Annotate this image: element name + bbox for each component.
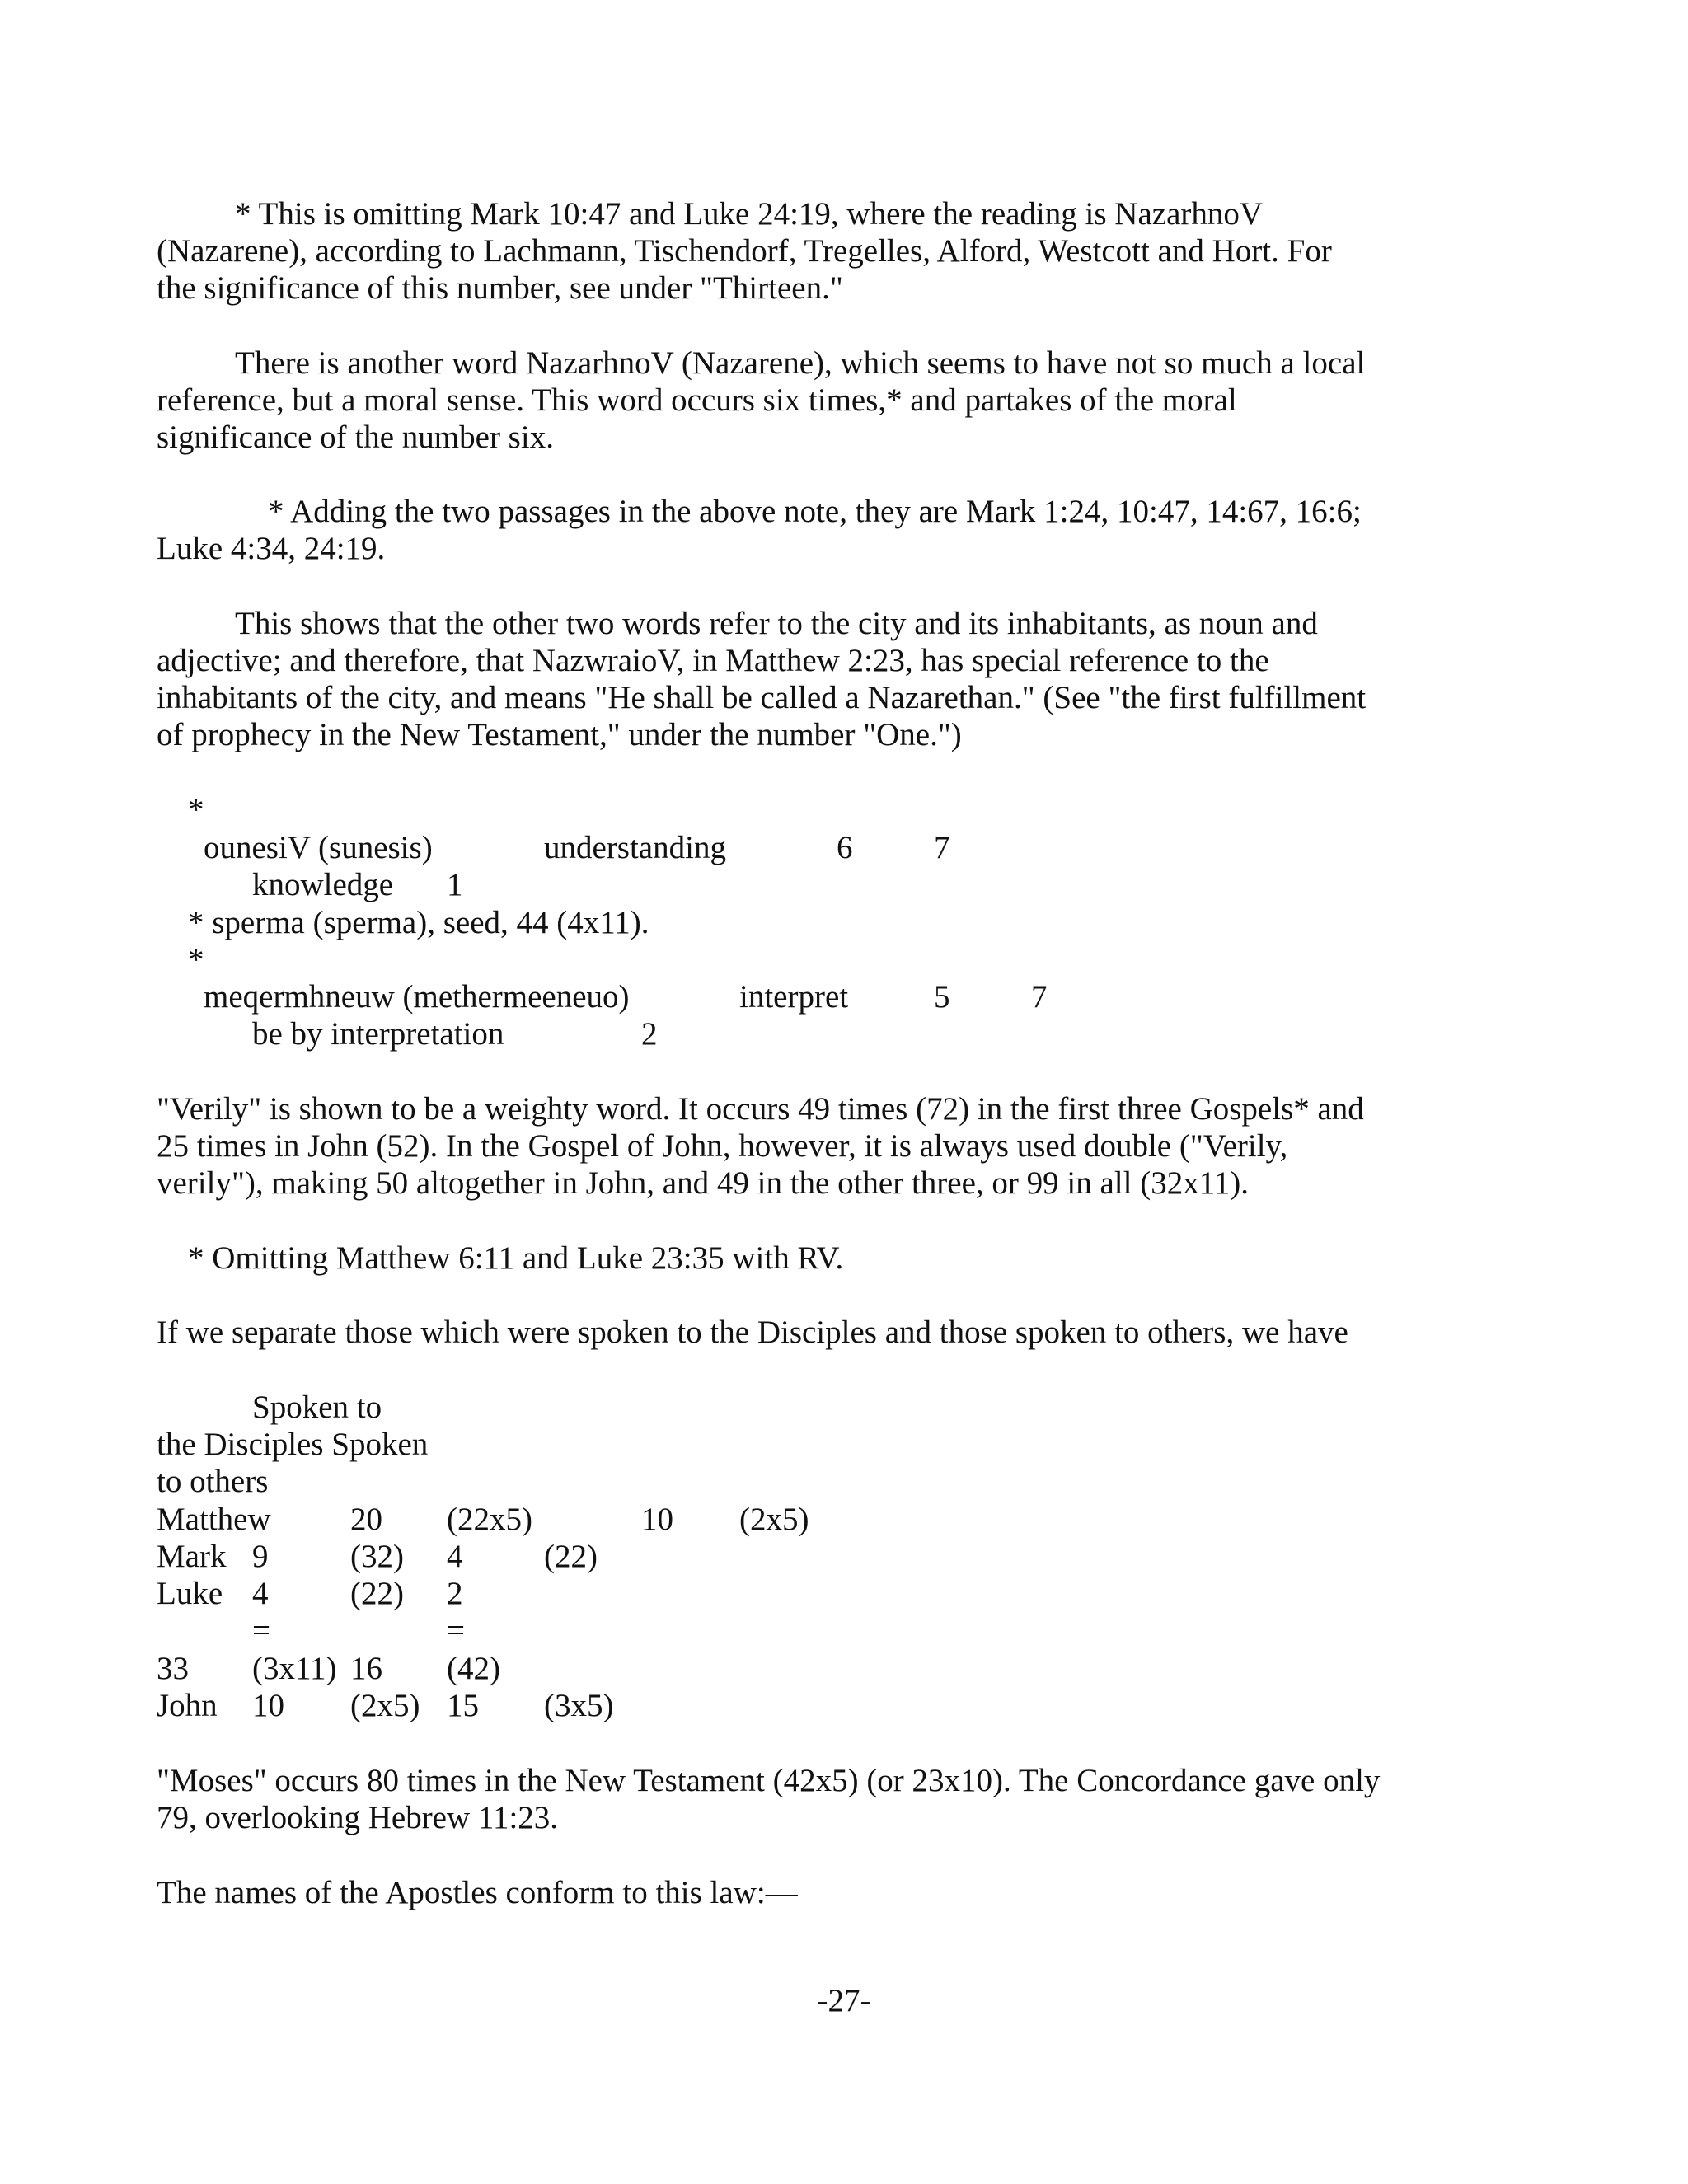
footnote-nazarene-line-3: the significance of this number, see under "Thirteen." (157, 270, 843, 306)
paragraph-city-line-3: inhabitants of the city, and means "He shall be called a Nazarethan." (See "the first fulfillment (157, 680, 1367, 715)
table-row-luke-others: 2 (447, 1576, 463, 1611)
table-row-mark-disciples: 9 (252, 1539, 269, 1574)
table-row-mark-others: 4 (447, 1539, 463, 1574)
knowledge-count: 1 (447, 867, 463, 902)
table-row-matthew-name: Matthew (157, 1502, 271, 1537)
table-total-disciples-factor: (3x11) (252, 1651, 337, 1686)
table-row-john-others-factor: (3x5) (544, 1688, 614, 1723)
methermeeneuo-total: 7 (1031, 979, 1048, 1015)
table-row-mark-others-factor: (22) (544, 1539, 598, 1574)
interpretation-word: be by interpretation (252, 1016, 504, 1052)
sperma-note: * sperma (sperma), seed, 44 (4x11). (188, 905, 649, 940)
footnote-nazarene-line-1: * This is omitting Mark 10:47 and Luke 24:19, where the reading is NazarhnoV (235, 196, 1264, 232)
sunesis-total: 7 (934, 830, 950, 865)
knowledge-word: knowledge (252, 867, 394, 902)
paragraph-moses-line-1: "Moses" occurs 80 times in the New Testament (42x5) (or 23x10). The Concordance gave only (157, 1763, 1381, 1798)
table-row-luke-name: Luke (157, 1576, 223, 1611)
table-header-line-3: to others (157, 1464, 269, 1499)
table-row-mark-name: Mark (157, 1539, 227, 1574)
table-row-john-others: 15 (447, 1688, 479, 1723)
table-row-john-disciples: 10 (252, 1688, 284, 1723)
methermeeneuo-word: meqermhneuw (methermeeneuo) (204, 979, 630, 1015)
page-number: -27- (817, 1983, 871, 2018)
table-equals-others: = (447, 1613, 465, 1648)
paragraph-another-word-line-3: significance of the number six. (157, 419, 554, 455)
paragraph-verily-line-3: verily"), making 50 altogether in John, and 49 in the other three, or 99 in all (32x11). (157, 1165, 1249, 1201)
table-header-line-2: the Disciples Spoken (157, 1427, 429, 1462)
table-row-john-disciples-factor: (2x5) (350, 1688, 420, 1723)
sunesis-meaning: understanding (544, 830, 726, 865)
table-equals-disciples: = (252, 1613, 270, 1648)
asterisk-marker: * (188, 942, 204, 977)
table-total-others: 16 (350, 1651, 382, 1686)
footnote-passages-line-2: Luke 4:34, 24:19. (157, 531, 386, 566)
sunesis-word: ounesiV (sunesis) (204, 830, 433, 865)
table-row-luke-disciples-factor: (22) (350, 1576, 404, 1611)
paragraph-apostles: The names of the Apostles conform to this law:— (157, 1875, 798, 1910)
paragraph-verily-line-1: "Verily" is shown to be a weighty word. It occurs 49 times (72) in the first three Gospels* and (157, 1091, 1364, 1127)
table-row-mark-disciples-factor: (32) (350, 1539, 404, 1574)
paragraph-city-line-2: adjective; and therefore, that NazwraioV, in Matthew 2:23, has special reference to the (157, 643, 1269, 678)
paragraph-city-line-4: of prophecy in the New Testament," under the number "One.") (157, 717, 962, 752)
methermeeneuo-meaning: interpret (739, 979, 849, 1015)
table-total-others-factor: (42) (447, 1651, 500, 1686)
interpretation-count: 2 (641, 1016, 658, 1052)
methermeeneuo-count: 5 (934, 979, 950, 1015)
paragraph-separate: If we separate those which were spoken to the Disciples and those spoken to others, we have (157, 1315, 1348, 1350)
table-row-luke-disciples: 4 (252, 1576, 269, 1611)
table-row-matthew-others-factor: (2x5) (739, 1502, 809, 1537)
paragraph-verily-line-2: 25 times in John (52). In the Gospel of John, however, it is always used double ("Verily, (157, 1128, 1288, 1164)
table-total-disciples: 33 (157, 1651, 189, 1686)
table-row-john-name: John (157, 1688, 218, 1723)
table-row-matthew-disciples: 20 (350, 1502, 382, 1537)
footnote-passages-line-1: * Adding the two passages in the above note, they are Mark 1:24, 10:47, 14:67, 16:6; (268, 494, 1362, 529)
paragraph-another-word-line-2: reference, but a moral sense. This word occurs six times,* and partakes of the moral (157, 382, 1237, 418)
table-header-line-1: Spoken to (252, 1390, 382, 1425)
footnote-nazarene-line-2: (Nazarene), according to Lachmann, Tischendorf, Tregelles, Alford, Westcott and Hort. For (157, 233, 1332, 269)
asterisk-marker: * (188, 792, 204, 827)
paragraph-another-word-line-1: There is another word NazarhnoV (Nazarene), which seems to have not so much a local (235, 345, 1366, 381)
paragraph-city-line-1: This shows that the other two words refer to the city and its inhabitants, as noun and (235, 606, 1318, 641)
paragraph-moses-line-2: 79, overlooking Hebrew 11:23. (157, 1800, 559, 1835)
footnote-omitting: * Omitting Matthew 6:11 and Luke 23:35 with RV. (188, 1240, 844, 1276)
table-row-matthew-others: 10 (641, 1502, 673, 1537)
sunesis-count: 6 (837, 830, 853, 865)
table-row-matthew-disciples-factor: (22x5) (447, 1502, 532, 1537)
